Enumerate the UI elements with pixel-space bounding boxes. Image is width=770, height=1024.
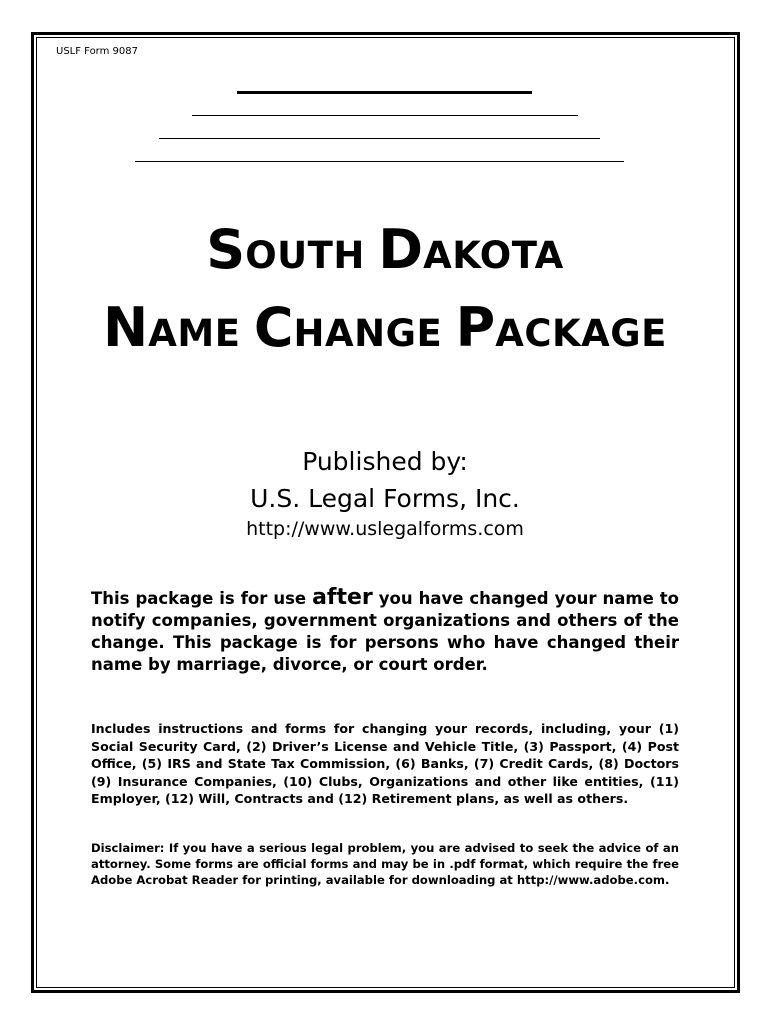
page-title-package xyxy=(0,296,770,359)
includes-paragraph: Includes instructions and forms for changing your records, including, your (1) Social Security Card, (2) Driver’s License and Vehicle Title, (3) Passport, (4) Post Office, (5) IRS and State Tax Commission, (6) Banks, (7) Credit Cards, (8) Doctors (9) Insurance Companies, (10) Clubs, Organizations and other like entities, (11) Employer, (12) Will, Contracts and (12) Retirement plans, as well as others. xyxy=(91,721,679,807)
intro-paragraph xyxy=(91,587,679,676)
intro-emphasis: after xyxy=(312,585,373,610)
title-word-south: SOUTH xyxy=(206,218,379,281)
publisher-url: http://www.uslegalforms.com xyxy=(246,518,524,540)
title-word-name: NAME xyxy=(103,296,254,359)
signature-line-2 xyxy=(192,115,578,116)
title-word-dakota: DAKOTA xyxy=(378,218,564,281)
signature-line-3 xyxy=(159,138,600,139)
title-word-package: PACKAGE xyxy=(455,296,667,359)
title-word-change: CHANGE xyxy=(253,296,456,359)
signature-line-4 xyxy=(135,161,624,162)
published-by-label: Published by: xyxy=(302,447,468,476)
disclaimer-paragraph: Disclaimer: If you have a serious legal problem, you are advised to seek the advice of an attorney. Some forms are official forms and may be in .pdf format, which require the free Adobe Acrobat Reader for printing, available for downloading at http://www.adobe.com. xyxy=(91,841,679,887)
intro-text-start: This package is for use xyxy=(91,589,313,608)
signature-line-1 xyxy=(237,91,532,94)
form-id-label: USLF Form 9087 xyxy=(56,46,138,57)
publisher-name: U.S. Legal Forms, Inc. xyxy=(250,484,520,513)
intro-text-rest: you have changed your name to notify companies, government organizations and others of the change. This package is for persons who have changed their name by marriage, divorce, or court order. xyxy=(91,589,679,674)
page-title-state xyxy=(0,218,770,281)
